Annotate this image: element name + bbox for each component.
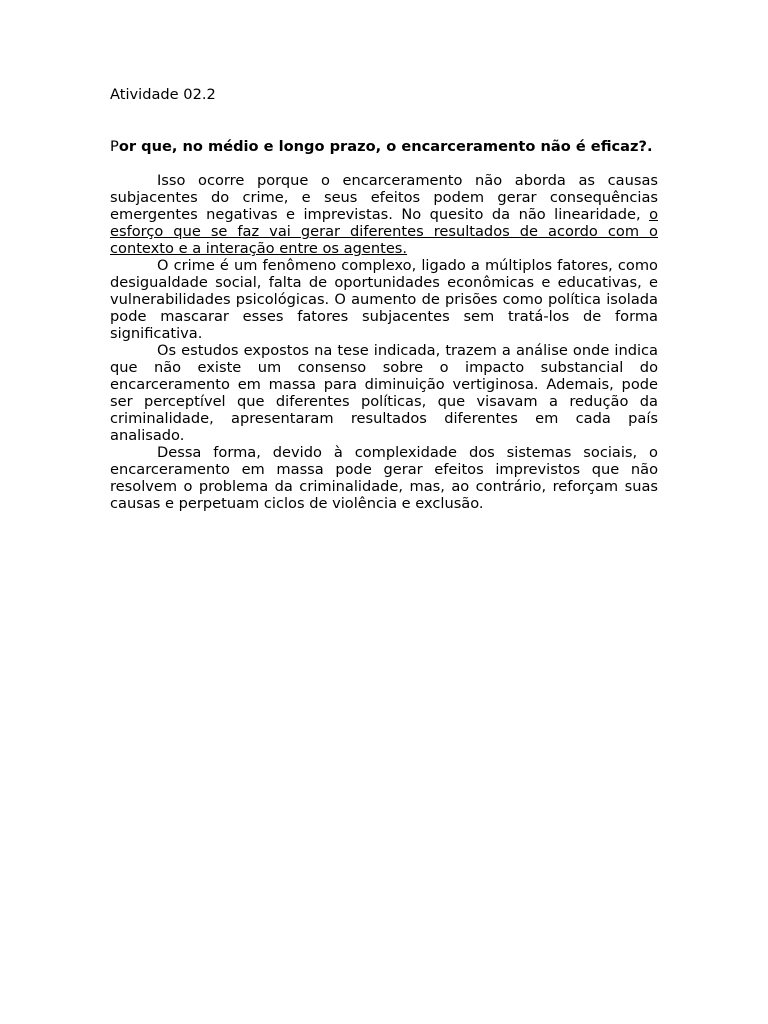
paragraph-2-text: O crime é um fenômeno complexo, ligado a múltiplos fatores, como desigualdade social, falta de oportunidades econômicas e educativas, e vulnerabilidades psicológicas. O aumento de prisões como política isolada pode mascarar esses fatores subjacentes sem tratá-los de forma significativa. bbox=[110, 257, 658, 342]
question-text: or que, no médio e longo prazo, o encarceramento não é eficaz?. bbox=[118, 138, 653, 155]
paragraph-3 bbox=[110, 342, 658, 444]
answer-body bbox=[110, 172, 658, 512]
paragraph-1-text: Isso ocorre porque o encarceramento não aborda as causas subjacentes do crime, e seus efeitos podem gerar consequências emergentes negativas e imprevistas. No quesito da não linearidade, bbox=[110, 172, 658, 223]
paragraph-1 bbox=[110, 172, 658, 257]
paragraph-1-underlined-text: o esforço que se faz vai gerar diferentes resultados de acordo com o contexto e a interação entre os agentes. bbox=[110, 206, 658, 257]
paragraph-4-text: Dessa forma, devido à complexidade dos sistemas sociais, o encarceramento em massa pode gerar efeitos imprevistos que não resolvem o problema da criminalidade, mas, ao contrário, reforçam suas causas e perpetuam ciclos de violência e exclusão. bbox=[110, 444, 658, 512]
paragraph-4 bbox=[110, 444, 658, 512]
paragraph-2 bbox=[110, 257, 658, 342]
question-prefix: P bbox=[110, 138, 119, 155]
paragraph-3-text: Os estudos expostos na tese indicada, trazem a análise onde indica que não existe um consenso sobre o impacto substancial do encarceramento em massa para diminuição vertiginosa. Ademais, pode ser perceptível que diferentes políticas, que visavam a redução da criminalidade, apresentaram resultados diferentes em cada país analisado. bbox=[110, 342, 658, 444]
document-page bbox=[110, 86, 658, 512]
question-heading bbox=[110, 138, 658, 155]
document-title: Atividade 02.2 bbox=[110, 86, 216, 103]
